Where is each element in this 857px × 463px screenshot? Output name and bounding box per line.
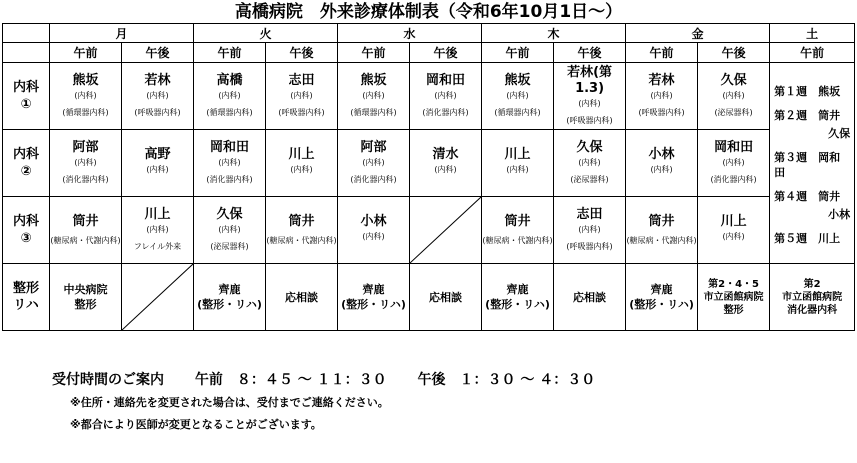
schedule-cell <box>698 130 770 197</box>
reception-hours <box>52 369 595 389</box>
specialty: (泌尿器科) <box>210 242 249 251</box>
doctor-name: 川上 <box>720 213 747 229</box>
ortho-line: (整形・リハ) <box>485 298 550 311</box>
specialty: (消化器内科) <box>422 108 469 117</box>
department: (内科) <box>722 231 745 241</box>
row-header <box>3 197 50 264</box>
specialty: (呼吸器内科) <box>134 108 181 117</box>
schedule-cell <box>626 264 698 331</box>
schedule-cell <box>194 197 266 264</box>
schedule-cell <box>554 197 626 264</box>
specialty: (消化器内科) <box>350 175 397 184</box>
specialty: (呼吸器内科) <box>278 108 325 117</box>
day-header: 金 <box>626 24 770 43</box>
pm-header: 午後 <box>122 43 194 63</box>
doctor-name: 川上 <box>504 146 531 162</box>
doctor-name: 筒井 <box>504 213 531 229</box>
schedule-cell <box>338 130 410 197</box>
schedule-cell <box>338 197 410 264</box>
specialty: (糖尿病・代謝内科) <box>482 235 553 245</box>
department: (内科) <box>218 91 241 100</box>
schedule-cell <box>554 130 626 197</box>
am-header: 午前 <box>770 43 855 63</box>
specialty: (泌尿器科) <box>714 108 753 117</box>
corner-cell <box>3 43 50 63</box>
department: (内科) <box>218 225 241 234</box>
saturday-line: 第１週 熊坂 <box>774 84 841 98</box>
pm-header: 午後 <box>410 43 482 63</box>
day-header: 火 <box>194 24 338 43</box>
row-header-line: ① <box>20 97 32 112</box>
schedule-cell <box>698 63 770 130</box>
row-header-line: ② <box>20 164 32 179</box>
schedule-cell <box>266 197 338 264</box>
page-title: 高橋病院 外来診療体制表（令和6年10月1日〜） <box>234 2 623 22</box>
saturday-line: 第２週 筒井 <box>774 108 841 122</box>
ortho-line: 中央病院 <box>63 283 108 296</box>
schedule-cell <box>482 130 554 197</box>
schedule-cell <box>626 197 698 264</box>
day-header: 土 <box>770 24 855 43</box>
department: (内科) <box>650 164 673 174</box>
ortho-line: 消化器内科 <box>787 304 838 316</box>
empty-slot-slash <box>410 197 481 263</box>
doctor-name: 筒井 <box>648 213 675 229</box>
doctor-name: 高橋 <box>216 73 243 88</box>
doctor-name: 若林 <box>648 73 675 88</box>
department: (内科) <box>578 158 601 167</box>
empty-slot-slash <box>122 264 193 330</box>
schedule-cell <box>50 197 122 264</box>
department: (内科) <box>434 91 457 100</box>
ortho-line: 齊鹿 <box>506 283 529 296</box>
schedule-cell <box>410 63 482 130</box>
schedule-cell <box>698 264 770 331</box>
ampm-header-row <box>3 43 855 63</box>
clinic-row <box>3 130 855 197</box>
ortho-line: (整形・リハ) <box>341 298 406 311</box>
doctor-name: 高野 <box>144 146 171 162</box>
doctor-name: 久保 <box>576 140 603 155</box>
schedule-cell <box>482 197 554 264</box>
department: (内科) <box>290 164 313 174</box>
schedule-cell <box>122 197 194 264</box>
specialty: (呼吸器内科) <box>566 116 613 125</box>
doctor-name: 筒井 <box>72 213 99 229</box>
department: (内科) <box>722 158 745 167</box>
specialty: (消化器内科) <box>62 175 109 184</box>
specialty: (循環器内科) <box>350 108 397 117</box>
department: (内科) <box>434 164 457 174</box>
schedule-cell <box>338 264 410 331</box>
row-header-line: 内科 <box>12 80 39 95</box>
specialty: (循環器内科) <box>494 108 541 117</box>
doctor-name: 清水 <box>432 146 459 162</box>
doctor-name: 岡和田 <box>426 73 466 88</box>
doctor-name: 熊坂 <box>360 73 387 88</box>
schedule-cell <box>626 63 698 130</box>
department: (内科) <box>362 231 385 241</box>
schedule-cell <box>482 264 554 331</box>
row-header-line: リハ <box>13 298 39 313</box>
department: (内科) <box>74 158 97 167</box>
doctor-name: 小林 <box>648 146 675 162</box>
department: (内科) <box>290 91 313 100</box>
am-header: 午前 <box>194 43 266 63</box>
specialty: (循環器内科) <box>62 108 109 117</box>
schedule-cell <box>626 130 698 197</box>
doctor-name: 小林 <box>360 213 387 229</box>
department: (内科) <box>146 164 169 174</box>
ortho-line: 第2 <box>803 278 821 290</box>
specialty: (泌尿器科) <box>570 175 609 184</box>
am-header: 午前 <box>338 43 410 63</box>
specialty: (消化器内科) <box>710 175 757 184</box>
day-header: 月 <box>50 24 194 43</box>
department: (内科) <box>722 91 745 100</box>
reception-am: 午前 ８：４５ 〜 １１：３０ <box>194 372 387 388</box>
note-doctor-change: ※都合により医師が変更となることがございます。 <box>70 418 322 431</box>
doctor-name: 川上 <box>288 146 315 162</box>
schedule-cell <box>122 63 194 130</box>
specialty: (糖尿病・代謝内科) <box>626 235 697 245</box>
doctor-name: 熊坂 <box>504 73 531 88</box>
department: (内科) <box>650 91 673 100</box>
doctor-name: 阿部 <box>360 140 387 155</box>
specialty: (呼吸器内科) <box>638 108 685 117</box>
am-header: 午前 <box>482 43 554 63</box>
row-header-line: 内科 <box>12 147 39 162</box>
doctor-name: 岡和田 <box>210 140 250 155</box>
am-header: 午前 <box>626 43 698 63</box>
saturday-schedule <box>770 63 855 264</box>
doctor-name: 若林 <box>144 73 171 88</box>
department: (内科) <box>74 91 97 100</box>
schedule-cell <box>410 130 482 197</box>
ortho-line: 齊鹿 <box>362 283 385 296</box>
doctor-name: 阿部 <box>72 140 99 155</box>
schedule-cell <box>194 130 266 197</box>
ortho-line: (整形・リハ) <box>629 298 694 311</box>
schedule-cell <box>122 130 194 197</box>
ortho-line: 整形 <box>74 298 97 311</box>
saturday-line: 第３週 岡和田 <box>774 150 841 179</box>
reception-pm: 午後 １：３０ 〜 ４：３０ <box>417 372 596 388</box>
doctor-name: 熊坂 <box>72 73 99 88</box>
saturday-line: 小林 <box>828 207 851 221</box>
schedule-cell <box>266 130 338 197</box>
row-header <box>3 130 50 197</box>
department: (内科) <box>506 164 529 174</box>
specialty: (呼吸器内科) <box>566 242 613 251</box>
doctor-name: 久保 <box>216 207 243 222</box>
schedule-cell <box>122 264 194 331</box>
row-header <box>3 63 50 130</box>
doctor-name: 岡和田 <box>714 140 754 155</box>
ortho-line: 市立函館病院 <box>782 291 843 303</box>
doctor-name: 川上 <box>144 207 171 222</box>
ortho-line: (整形・リハ) <box>197 298 262 311</box>
saturday-line: 久保 <box>828 126 851 140</box>
ortho-line: 齊鹿 <box>218 283 241 296</box>
department: (内科) <box>578 99 601 108</box>
note-address: ※住所・連絡先を変更された場合は、受付までご連絡ください。 <box>70 396 389 409</box>
corner-cell <box>3 24 50 43</box>
department: (内科) <box>362 91 385 100</box>
doctor-name: 若林(第1.3) <box>567 65 613 96</box>
schedule-cell <box>698 197 770 264</box>
ortho-line: 市立函館病院 <box>703 291 764 303</box>
doctor-name: 志田 <box>288 73 315 88</box>
ortho-line: 応相談 <box>429 290 463 304</box>
schedule-cell <box>482 63 554 130</box>
department: (内科) <box>506 91 529 100</box>
row-header-line: 内科 <box>12 214 39 229</box>
schedule-cell <box>194 63 266 130</box>
row-header <box>3 264 50 331</box>
saturday-line: 第５週 川上 <box>774 231 841 245</box>
schedule-cell <box>50 264 122 331</box>
schedule-cell <box>266 264 338 331</box>
saturday-line: 第４週 筒井 <box>774 189 841 203</box>
ortho-line: 応相談 <box>573 290 607 304</box>
schedule-cell <box>338 63 410 130</box>
saturday-ortho <box>770 264 855 331</box>
pm-header: 午後 <box>554 43 626 63</box>
specialty: (糖尿病・代謝内科) <box>266 235 337 245</box>
department: (内科) <box>146 225 169 234</box>
ortho-line: 整形 <box>723 304 744 316</box>
pm-header: 午後 <box>698 43 770 63</box>
specialty: フレイル外来 <box>133 242 182 251</box>
doctor-name: 志田 <box>576 207 603 222</box>
department: (内科) <box>578 225 601 234</box>
schedule-cell <box>410 264 482 331</box>
schedule-cell <box>410 197 482 264</box>
schedule-cell <box>554 63 626 130</box>
schedule-cell <box>50 63 122 130</box>
ortho-line: 第2・4・5 <box>708 278 759 290</box>
reception-label: 受付時間のご案内 <box>52 372 164 388</box>
specialty: (循環器内科) <box>206 108 253 117</box>
ortho-line: 応相談 <box>285 290 319 304</box>
pm-header: 午後 <box>266 43 338 63</box>
schedule-cell <box>554 264 626 331</box>
department: (内科) <box>362 158 385 167</box>
department: (内科) <box>146 91 169 100</box>
am-header: 午前 <box>50 43 122 63</box>
schedule-cell <box>194 264 266 331</box>
day-header-row <box>3 24 855 43</box>
specialty: (消化器内科) <box>206 175 253 184</box>
clinic-row <box>3 197 855 264</box>
schedule-cell <box>50 130 122 197</box>
ortho-line: 齊鹿 <box>650 283 673 296</box>
specialty: (糖尿病・代謝内科) <box>50 235 121 245</box>
day-header: 水 <box>338 24 482 43</box>
ortho-row <box>3 264 855 331</box>
clinic-row <box>3 63 855 130</box>
row-header-line: ③ <box>20 231 32 246</box>
row-header-line: 整形 <box>12 281 39 296</box>
day-header: 木 <box>482 24 626 43</box>
schedule-cell <box>266 63 338 130</box>
doctor-name: 久保 <box>720 73 747 88</box>
schedule-table <box>2 23 855 331</box>
department: (内科) <box>218 158 241 167</box>
doctor-name: 筒井 <box>288 213 315 229</box>
